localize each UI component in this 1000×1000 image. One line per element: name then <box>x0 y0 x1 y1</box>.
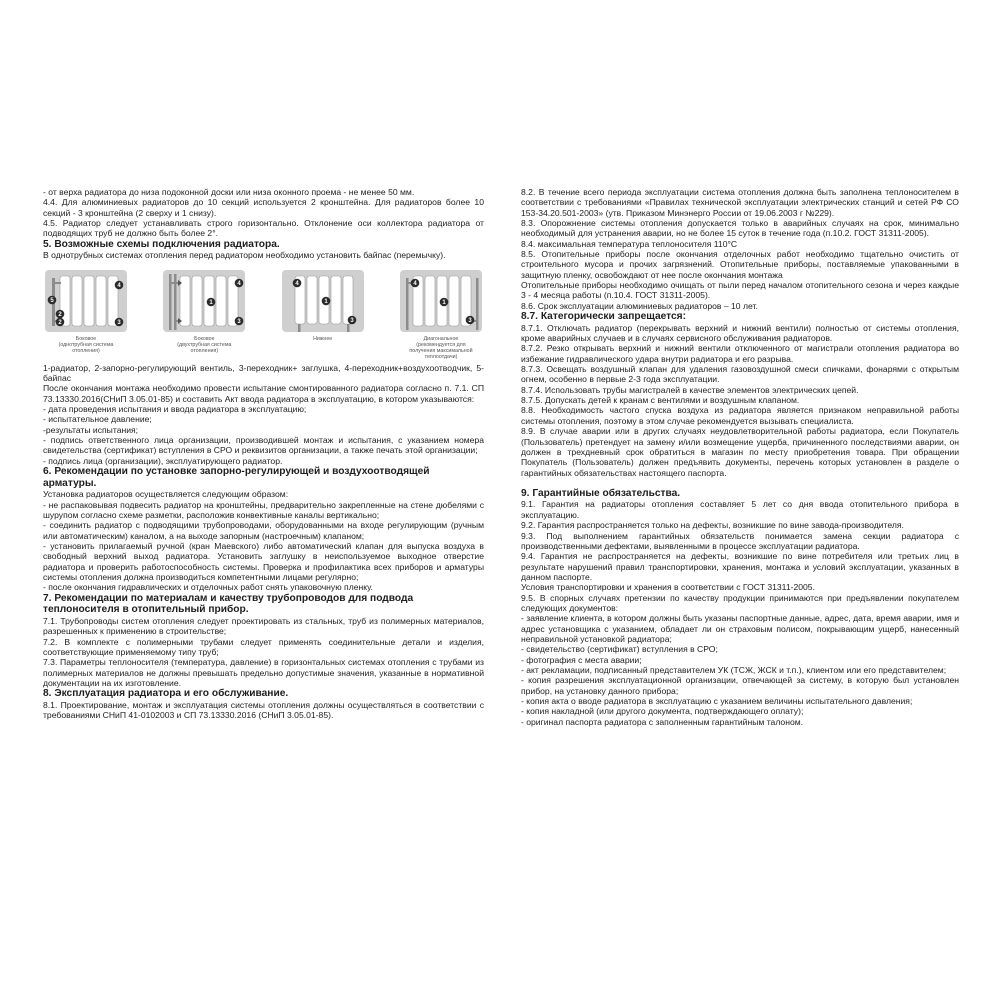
paragraph: 8.7.4. Использовать трубы магистралей в качестве элементов электрических цепей. <box>521 384 859 395</box>
section-heading: 9. Гарантийные обязательства. <box>521 487 681 499</box>
paragraph: 1-радиатор, 2-запорно-регулирующий вентиль, 3-переходник+ заглушка, 4-переходник+воздухоотводчик, 5-байпас <box>43 362 484 383</box>
section-heading: 5. Возможные схемы подключения радиатора. <box>43 238 280 250</box>
paragraph: 8.4. максимальная температура теплоносителя 110°С <box>521 238 738 249</box>
paragraph: 9.3. Под выполнением гарантийных обязательств понимается замена секции радиатора с производственными дефектами, выявленными в процессе эксплуатации радиатора. <box>521 530 959 551</box>
paragraph: 8.8. Необходимость частого спуска воздуха из радиатора является признаком неправильной работы системы отопления, поэтому в этом случае рекомендуется вызывать специалиста. <box>521 405 959 426</box>
svg-text:2: 2 <box>58 311 62 318</box>
svg-text:2: 2 <box>58 319 62 326</box>
section-heading: 6. Рекомендации по установке запорно-регулирующей и воздухоотводящей арматуры. <box>43 466 430 489</box>
paragraph: 7.2. В комплекте с полимерными трубами следует применять соединительные детали и изделия, соответствующие применяемому типу труб; <box>43 636 484 657</box>
scheme-diagram-bottom <box>280 268 366 334</box>
left-column <box>43 187 484 721</box>
svg-text:4: 4 <box>117 282 121 289</box>
paragraph: После окончания монтажа необходимо провести испытание смонтированного радиатора согласно п. 7.1. СП 73.13330.2016(СНиП 3.05.01-85) и составить Акт ввода радиатора в эксплуатацию, в котором указываются: <box>43 383 484 404</box>
svg-text:3: 3 <box>237 318 241 325</box>
scheme-marker <box>321 296 330 305</box>
paragraph: - копия разрешения эксплуатационной организации, отвечающей за систему, в которую был установлен прибор, на установку данного прибора; <box>521 675 959 696</box>
paragraph: В однотрубных системах отопления перед радиатором необходимо установить байпас (перемычку). <box>43 250 446 261</box>
svg-text:4: 4 <box>294 280 299 287</box>
scheme-marker <box>56 309 65 318</box>
scheme-marker <box>115 280 124 289</box>
paragraph: Условия транспортировки и хранения в соответствии с ГОСТ 31311-2005. <box>521 582 815 593</box>
svg-text:4: 4 <box>413 280 417 287</box>
svg-text:3: 3 <box>117 319 121 326</box>
paragraph: - после окончания гидравлических и отделочных работ снять упаковочную пленку. <box>43 582 373 593</box>
paragraph: 8.6. Срок эксплуатации алюминиевых радиаторов – 10 лет. <box>521 300 758 311</box>
paragraph: 7.1. Трубопроводы систем отопления следует проектировать из стальных, труб из полимерных материалов, разрешенных к применению в строительстве; <box>43 615 484 637</box>
paragraph: 9.1. Гарантия на радиаторы отопления составляет 5 лет со дня ввода отопительного прибора в эксплуатацию. <box>521 499 959 520</box>
scheme-diagram-side-single <box>43 268 129 334</box>
scheme-marker <box>48 295 57 304</box>
paragraph: -результаты испытания; <box>43 424 139 435</box>
svg-text:5: 5 <box>50 297 54 304</box>
paragraph: 8.7.2. Резко открывать верхний и нижний вентили отключенного от магистрали отопления радиатора во избежание гидравлического удара внутри радиатора и его разрыва. <box>521 343 959 364</box>
scheme-marker <box>440 297 449 306</box>
paragraph: - подпись лица (организации), эксплуатирующего радиатор. <box>43 455 283 466</box>
paragraph: - не распаковывая подвесить радиатор на кронштейны, предварительно закрепленные на стене дюбелями с шурупом согласно схеме разметки, расположив конвективные каналы вертикально; <box>43 499 484 520</box>
section-heading: 8.7. Категорически запрещается: <box>521 311 687 323</box>
svg-text:1: 1 <box>209 299 213 306</box>
paragraph: - оригинал паспорта радиатора с заполненным гарантийным талоном. <box>521 716 804 727</box>
scheme-bottom <box>280 268 366 360</box>
paragraph: - соединить радиатор с подводящими трубопроводами, оборудованными на входе регулирующим (ручным или автоматическим) каналом, а на выходе запорным (настроечным) клапаном; <box>43 520 484 541</box>
svg-text:1: 1 <box>323 298 328 305</box>
scheme-caption: Нижнее <box>313 335 333 342</box>
spacer <box>521 478 959 488</box>
paragraph: 8.7.3. Освещать воздушный клапан для удаления газовоздушной смеси спичками, фонарями с открытым огнем, особенно в первые 2-3 года эксплуатации. <box>521 364 959 385</box>
paragraph: 8.2. В течение всего периода эксплуатации система отопления должна быть заполнена теплоносителем в соответствии с требованиями «Правилах технической эксплуатации электрических станций и сетей РФ СО 153-34.20.501-2003» (утв. Приказом Минэнерго России от 19.06.2003 г №229). <box>521 187 959 218</box>
paragraph: 8.9. В случае аварии или в других случаях неудовлетворительной работы радиатора, если Покупатель (Пользователь) претендует на замену и/или возмещение ущерба, причиненного последствиями аварии, он должен в трехдневный срок обратиться в магазин по месту приобретения товара. При обращении Покупатель (Пользователь) должен предъявить документы, перечень которых установлен в разделе о гарантийных обязательствах настоящего паспорта. <box>521 426 959 478</box>
scheme-marker <box>292 278 301 287</box>
paragraph: 8.5. Отопительные приборы после окончания отделочных работ необходимо тщательно очистить от строительного мусора и прочих загрязнений. Отопительные приборы, поставляемые упакованными в защитную пленку, освобождают от нее после окончания монтажа <box>521 249 959 280</box>
paragraph: 9.2. Гарантия распространяется только на дефекты, возникшие по вине завода-производителя. <box>521 520 904 531</box>
scheme-marker <box>235 316 244 325</box>
paragraph: 9.5. В спорных случаях претензии по качеству продукции принимаются при предъявлении покупателем следующих документов: <box>521 592 959 613</box>
paragraph: - от верха радиатора до низа подоконной доски или низа оконного проема - не менее 50 мм. <box>43 187 415 197</box>
section-heading: 7. Рекомендации по материалам и качеству трубопроводов для подвода теплоносителя в отопительный прибор. <box>43 592 414 616</box>
paragraph: - копия накладной (или другого документа, подтверждающего оплату); <box>521 706 804 717</box>
scheme-diagram-diagonal <box>398 268 484 334</box>
paragraph: - копия акта о вводе радиатора в эксплуатацию с указанием величины испытательного давления; <box>521 696 913 706</box>
paragraph: - испытательное давление; <box>43 414 152 425</box>
svg-text:4: 4 <box>237 280 241 287</box>
svg-text:1: 1 <box>442 299 446 306</box>
paragraph: - подпись ответственного лица организации, производившей монтаж и испытания, с указанием номера свидетельства (сертификат) вступления в СРО и реквизитов организации, а также печать этой организации; <box>43 435 484 456</box>
scheme-marker <box>115 317 124 326</box>
paragraph: 4.4. Для алюминиевых радиаторов до 10 секций используется 2 кронштейна. Для радиаторов более 10 секций - 3 кронштейна (2 сверху и 1 снизу). <box>43 197 484 218</box>
svg-text:3: 3 <box>468 317 472 324</box>
scheme-marker <box>235 278 244 287</box>
paragraph: - свидетельство (сертификат) вступления в СРО; <box>521 644 718 655</box>
scheme-marker <box>411 278 420 287</box>
paragraph: 8.1. Проектирование, монтаж и эксплуатация системы отопления должны осуществляться в соответствии с требованиями СНиП 41-0102003 и СП 73.13330.2016 (СНиП 3.05.01-85). <box>43 699 484 721</box>
paragraph: - акт рекламации, подписанный представителем УК (ТСЖ, ЖСК и т.п.), клиентом или его представителем; <box>521 664 947 675</box>
scheme-diagonal <box>398 268 484 360</box>
paragraph: - фотография с места аварии; <box>521 654 642 665</box>
scheme-marker <box>466 315 475 324</box>
paragraph: Установка радиаторов осуществляется следующим образом: <box>43 489 289 500</box>
scheme-side-single <box>43 268 129 360</box>
paragraph: - дата проведения испытания и ввода радиатора в эксплуатацию; <box>43 404 307 415</box>
paragraph: 9.4. Гарантия не распространяется на дефекты, возникшие по вине потребителя или третьих лиц в результате нарушений правил транспортировки, хранения, монтажа и условий эксплуатации, указанных в данном паспорте. <box>521 551 959 582</box>
paragraph: 7.3. Параметры теплоносителя (температура, давление) в горизонтальных системах отопления с трубами из полимерных материалов не должны превышать предельно допустимые значения, указанные в нормативной документации на их изготовление. <box>43 657 484 688</box>
paragraph: - заявление клиента, в котором должны быть указаны паспортные данные, адрес, дата, время аварии, имя и адрес установщика с указанием, обладает ли он страховым полисом, покрывающим ущерб, нанесенный неправильной установкой радиатора; <box>521 613 959 644</box>
paragraph: 8.7.5. Допускать детей к кранам с вентилями и воздушным клапаном. <box>521 395 800 406</box>
connection-schemes <box>43 268 484 360</box>
scheme-caption: Диагональное (рекомендуется для получения максимальной теплоотдачи) <box>409 335 473 360</box>
scheme-marker <box>56 317 65 326</box>
paragraph: 4.5. Радиатор следует устанавливать строго горизонтально. Отклонение оси коллектора радиатора от подводящих труб не должно быть более 2°. <box>43 218 484 239</box>
paragraph: Отопительные приборы необходимо очищать от пыли перед началом отопительного сезона и через каждые 3 - 4 месяца работы (п.10.4. ГОСТ 31311-2005). <box>521 280 959 301</box>
scheme-diagram-side-double <box>161 268 247 334</box>
paragraph: 8.7.1. Отключать радиатор (перекрывать верхний и нижний вентили) полностью от системы отопления, кроме аварийных случаев и в случаях сервисного обслуживания радиаторов. <box>521 322 959 344</box>
scheme-side-double <box>161 268 247 360</box>
scheme-marker <box>207 297 216 306</box>
right-column <box>521 187 959 727</box>
svg-text:3: 3 <box>349 317 354 324</box>
paragraph: 8.3. Опорожнение системы отопления допускается только в аварийных случаях на срок, минимально необходимый для устранения аварии, но не более 15 суток в течение года (п.10.2. ГОСТ 31311-2005). <box>521 218 959 239</box>
scheme-caption: Боковое (однотрубная система отопления) <box>58 335 114 354</box>
scheme-marker <box>347 315 356 324</box>
paragraph: - установить прилагаемый ручной (кран Маевского) либо автоматический клапан для выпуска воздуха в свободный верхний выход радиатора. Установить заглушку в неиспользуемое выходное отверстие радиатора и проверить работоспособность системы. Проверка и профилактика всех приборов и арматуры системы отопления должна производиться компетентными лицами регулярно; <box>43 541 484 583</box>
section-heading: 8. Эксплуатация радиатора и его обслуживание. <box>43 688 289 700</box>
scheme-caption: Боковое (двухтрубная система отопления) <box>177 335 232 354</box>
